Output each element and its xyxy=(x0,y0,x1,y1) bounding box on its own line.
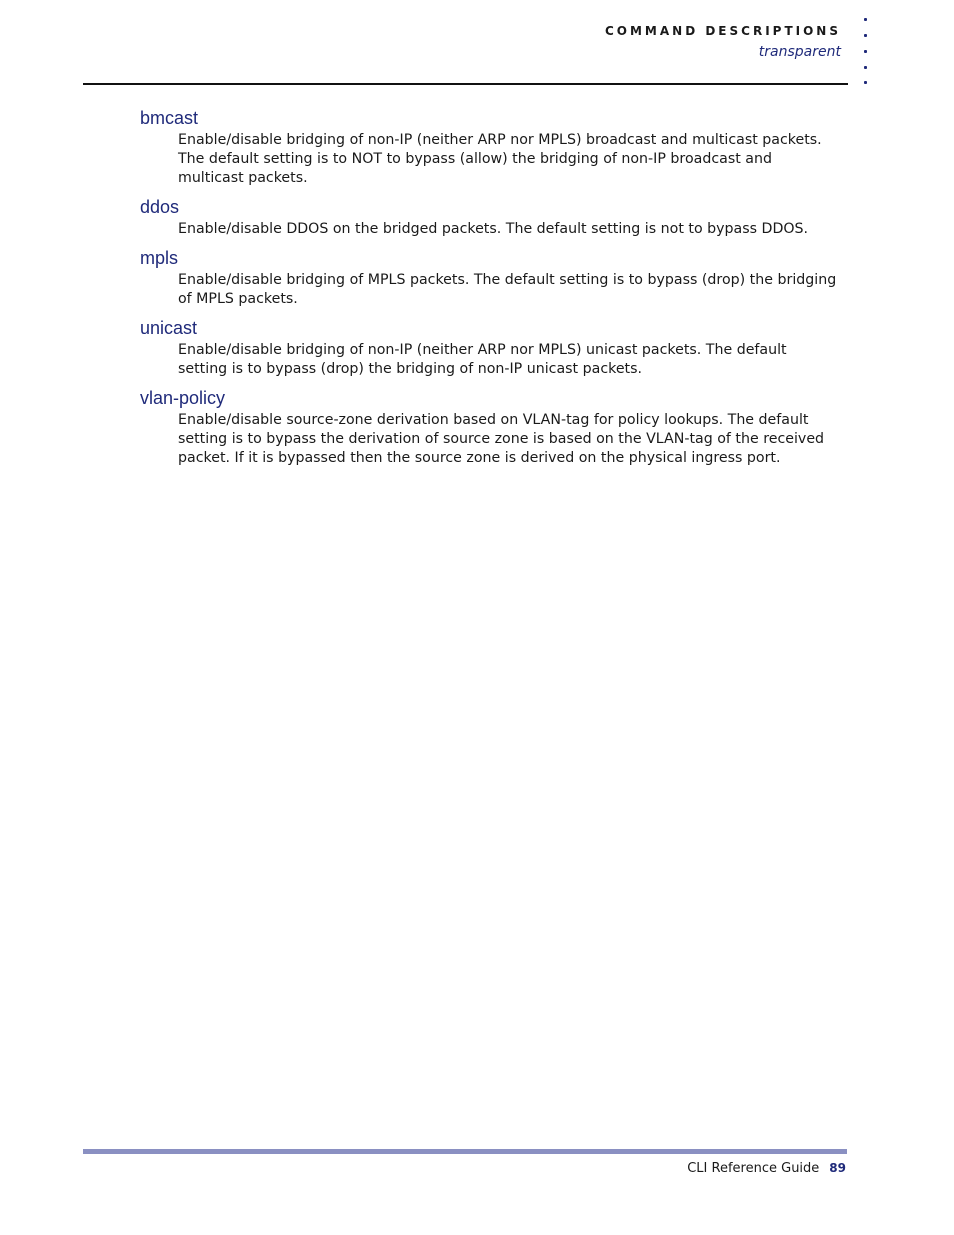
option-entry-mpls xyxy=(140,247,840,309)
option-entry-vlan-policy xyxy=(140,387,840,468)
option-entry-bmcast xyxy=(140,107,840,188)
option-description: Enable/disable DDOS on the bridged packets. The default setting is not to bypass DDOS. xyxy=(178,221,809,237)
option-term: unicast xyxy=(140,318,198,338)
dot-icon xyxy=(864,66,867,69)
dot-icon xyxy=(864,81,867,84)
option-term: bmcast xyxy=(140,108,199,128)
option-entry-unicast xyxy=(140,317,840,379)
footer-caption xyxy=(687,1161,846,1176)
header-subsection-title: transparent xyxy=(758,44,841,60)
footer-guide-title: CLI Reference Guide xyxy=(687,1161,820,1176)
page-number: 89 xyxy=(829,1161,846,1175)
option-term: ddos xyxy=(140,197,180,217)
dot-icon xyxy=(864,18,867,21)
option-entry-ddos xyxy=(140,196,840,239)
dot-icon xyxy=(864,50,867,53)
header-section-title: COMMAND DESCRIPTIONS xyxy=(604,24,841,38)
command-option-list xyxy=(140,107,840,476)
option-description: Enable/disable bridging of MPLS packets. The default setting is to bypass (drop) the bridging of MPLS packets. xyxy=(178,272,837,307)
option-term: mpls xyxy=(140,248,179,268)
option-description: Enable/disable bridging of non-IP (neither ARP nor MPLS) unicast packets. The default setting is to bypass (drop) the bridging of non-IP unicast packets. xyxy=(178,342,787,377)
option-description: Enable/disable source-zone derivation based on VLAN-tag for policy lookups. The default setting is to bypass the derivation of source zone is based on the VLAN-tag of the received packet. If it is bypassed then the source zone is derived on the physical ingress port. xyxy=(178,412,825,466)
option-term: vlan-policy xyxy=(140,388,226,408)
option-description: Enable/disable bridging of non-IP (neither ARP nor MPLS) broadcast and multicast packets. The default setting is to NOT to bypass (allow) the bridging of non-IP broadcast and multicast packets. xyxy=(178,132,822,186)
footer-divider xyxy=(83,1149,847,1154)
header-divider xyxy=(83,83,848,85)
dot-icon xyxy=(864,34,867,37)
